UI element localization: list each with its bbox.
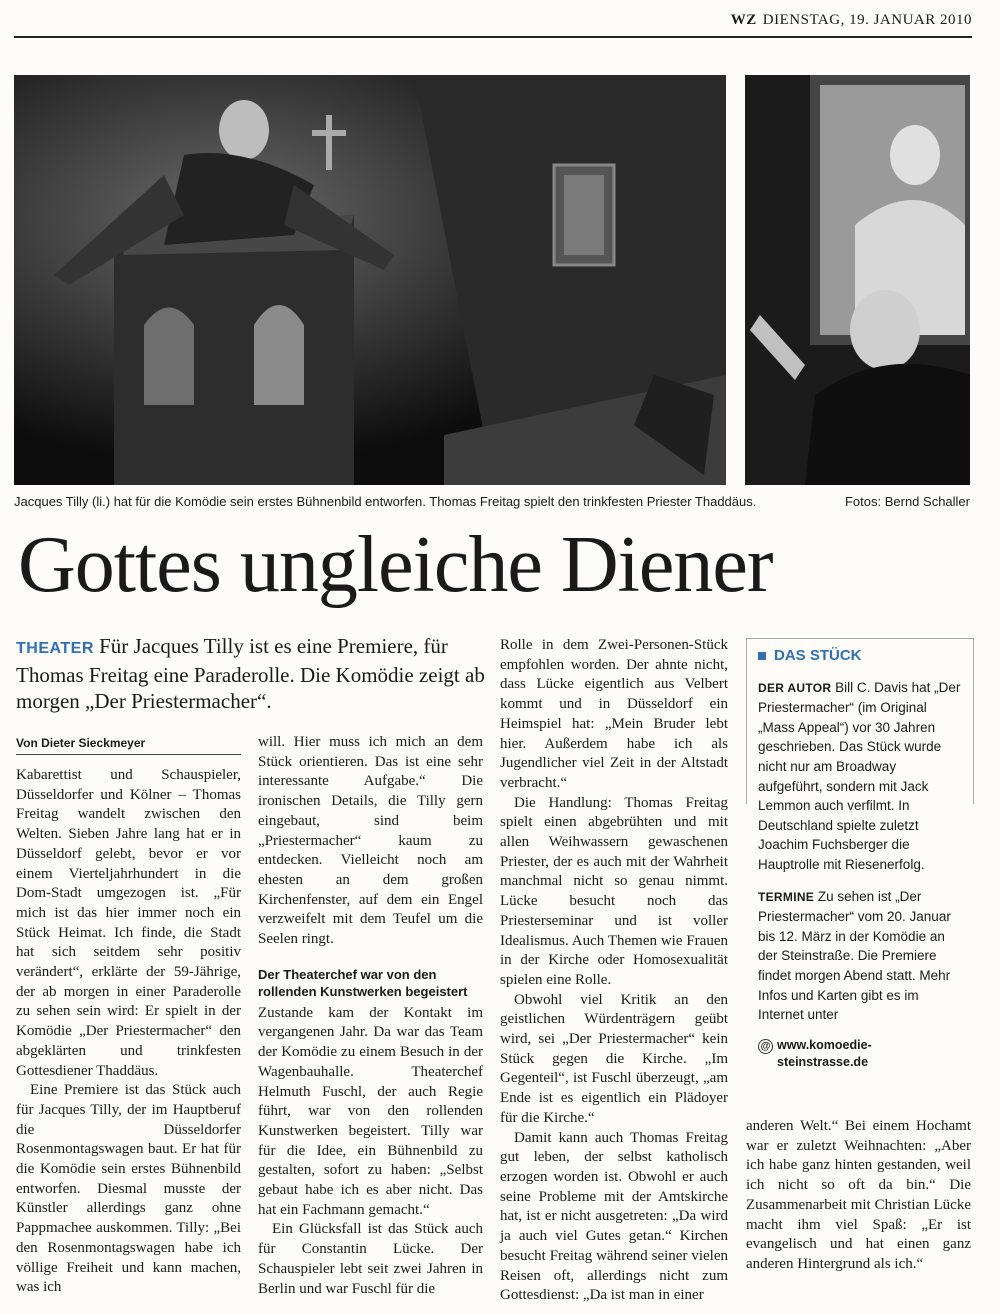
paragraph: Kabarettist und Schauspieler, Düsseldorfer und Kölner – Thomas Freitag wandelt zwischen den Welten. Sieben Jahre lang hat er in Düsseldorf gelebt, bevor er vor einem Vierteljahrhundert in die Dom-Stadt umgezogen ist. „Für mich ist das hier immer noch ein Stück Heimat. Ich finde, die Stadt hat sich seitdem sehr positiv verändert“, erklärte der 59-Jährige, der ab morgen in einer Paraderolle zu sehen sein wird: Er spielt in der Komödie „Der Priestermacher“ den abgeklärten und trinkfesten Gottesdiener Thaddäus.	[16, 767, 241, 1079]
termine-label: TERMINE	[758, 889, 815, 904]
autor-text: Bill C. Davis hat „Der Priestermacher“ (im Original „Mass Appeal“) vor 30 Jahren geschrieben. Das Stück wurde nicht nur am Broadway aufgeführt, sondern mit Jack Lemmon auch verfilmt. In Deutschland spielte zuletzt Joachim Fuchsberger die Hauptrolle mit Riesenerfolg.	[758, 679, 961, 872]
paragraph: will. Hier muss ich mich an dem Stück orientieren. Das ist eine sehr interessante Aufgabe.“ Die ironischen Details, die Tilly gern eingebaut, sind beim „Priestermacher“ kaum zu entdecken. Vielleicht noch am ehesten an dem großen Kirchenfenster, auf dem ein Engel verzweifelt mit dem Teufel um die Seelen ringt.	[258, 734, 483, 948]
url-line-2[interactable]: steinstrasse.de	[777, 1054, 869, 1069]
article-column-2	[258, 733, 483, 1299]
paragraph: Eine Premiere ist das Stück auch für Jacques Tilly, der im Hauptberuf die Düsseldorfer Rosenmontagswagen baut. Er hat für die Komödie sein erstes Bühnenbild entworfen. Diesmal musste der Künstler allerdings ganz ohne Pappmachee auskommen. Tilly: „Bei den Rosenmontagswagen habe ich völlige Freiheit und kann machen, was ich	[16, 1082, 241, 1296]
square-bullet-icon	[758, 652, 766, 660]
paper-name: WZ	[730, 12, 757, 28]
autor-label: DER AUTOR	[758, 680, 832, 695]
paragraph: Obwohl viel Kritik an den geistlichen Würdenträgern geübt wird, sei „Der Priestermacher“ kein Stück gegen die Kirche. „Im Gegenteil“, ist Fuschl überzeugt, „am Ende ist es eigentlich ein Plädoyer für die Kirche.“	[500, 991, 728, 1126]
lead-text: Für Jacques Tilly ist es eine Premiere, für Thomas Freitag eine Paraderolle. Die Komödie zeigt ab morgen „Der Priestermacher“.	[16, 634, 485, 713]
article-column-1	[16, 766, 241, 1298]
paragraph: Die Handlung: Thomas Freitag spielt einen abgebrühten und mit allen Weihwassern gewaschenen Priester, der es auch mit der Wahrheit manchmal nicht so genau nimmt. Lücke besucht noch das Priesterseminar und ist voller Idealismus. Auch Themen wie Frauen in der Kirche oder Homosexualität spielen eine Rolle.	[500, 794, 728, 988]
info-box	[748, 640, 962, 1071]
article-column-3	[500, 636, 728, 1306]
subheading: Der Theaterchef war von den rollenden Kunstwerken begeistert	[258, 966, 468, 999]
info-box-title: DAS STÜCK	[774, 647, 862, 664]
section-kicker: THEATER	[16, 640, 94, 657]
masthead	[14, 8, 972, 38]
paragraph: anderen Welt.“ Bei einem Hochamt war er zuletzt Weihnachten: „Aber ich habe ganz hinten gestanden, weil ich nicht so oft da bin.“ Die Zusammenarbeit mit Christian Lücke macht ihm viel Spaß: „Er ist evangelisch und hat einen ganz anderen Hintergrund als ich.“	[746, 1118, 971, 1272]
headline: Gottes ungleiche Diener	[18, 521, 773, 609]
paragraph: Damit kann auch Thomas Freitag gut leben, der selbst katholisch erzogen worden ist. Obwohl er auch seine Probleme mit der Amtskirche hat, ist er nicht ausgetreten: „Da wird ja auch viel Gutes getan.“ Kirchen besucht Freitag während seiner vielen Reisen oft, allerdings nicht zum Gottesdienst: „Da ist man in einer	[500, 1129, 728, 1304]
portrait-photo	[745, 75, 970, 485]
issue-date: DIENSTAG, 19. JANUAR 2010	[762, 12, 972, 28]
paragraph: Ein Glücksfall ist das Stück auch für Constantin Lücke. Der Schauspieler lebt seit zwei Jahren in Berlin und war Fuschl für die	[258, 1221, 483, 1297]
lead-paragraph	[16, 633, 491, 714]
stage-photo	[14, 75, 726, 485]
photo-caption: Jacques Tilly (li.) hat für die Komödie sein erstes Bühnenbild entworfen. Thomas Freitag spielt den trinkfesten Priester Thaddäus.	[14, 494, 757, 509]
website-link[interactable]	[758, 1037, 962, 1071]
article-column-4	[746, 1117, 971, 1275]
termine-text: Zu sehen ist „Der Priestermacher“ vom 20. Januar bis 12. März in der Komödie an der Steinstraße. Die Premiere findet morgen Abend statt. Mehr Infos und Karten gibt es im Internet unter	[758, 888, 951, 1023]
photo-credit: Fotos: Bernd Schaller	[844, 494, 970, 509]
byline: Von Dieter Sieckmeyer	[16, 736, 241, 755]
paragraph: Zustande kam der Kontakt im vergangenen Jahr. Da war das Team der Komödie zu einem Besuch in der Wagenbauhalle. Theaterchef Helmuth Fuschl, der auch Regie führt, war von den rollenden Kunstwerken begeistert. Tilly war für die Idee, ein Bühnenbild zu gestalten, sofort zu haben: „Selbst gebaut habe ich es aber nicht. Das hat ein Fachmann gemacht.“	[258, 1004, 483, 1218]
at-icon: @	[758, 1039, 773, 1054]
paragraph: Rolle in dem Zwei-Personen-Stück empfohlen worden. Der ahnte nicht, dass Lücke eigentlich aus Velbert kommt und in Düsseldorf ein Heimspiel hat: „Mein Bruder lebt hier. Außerdem habe ich als Jugendlicher viel Zeit in der Altstadt verbracht.“	[500, 637, 728, 791]
url-line-1[interactable]: www.komoedie-	[777, 1037, 872, 1052]
